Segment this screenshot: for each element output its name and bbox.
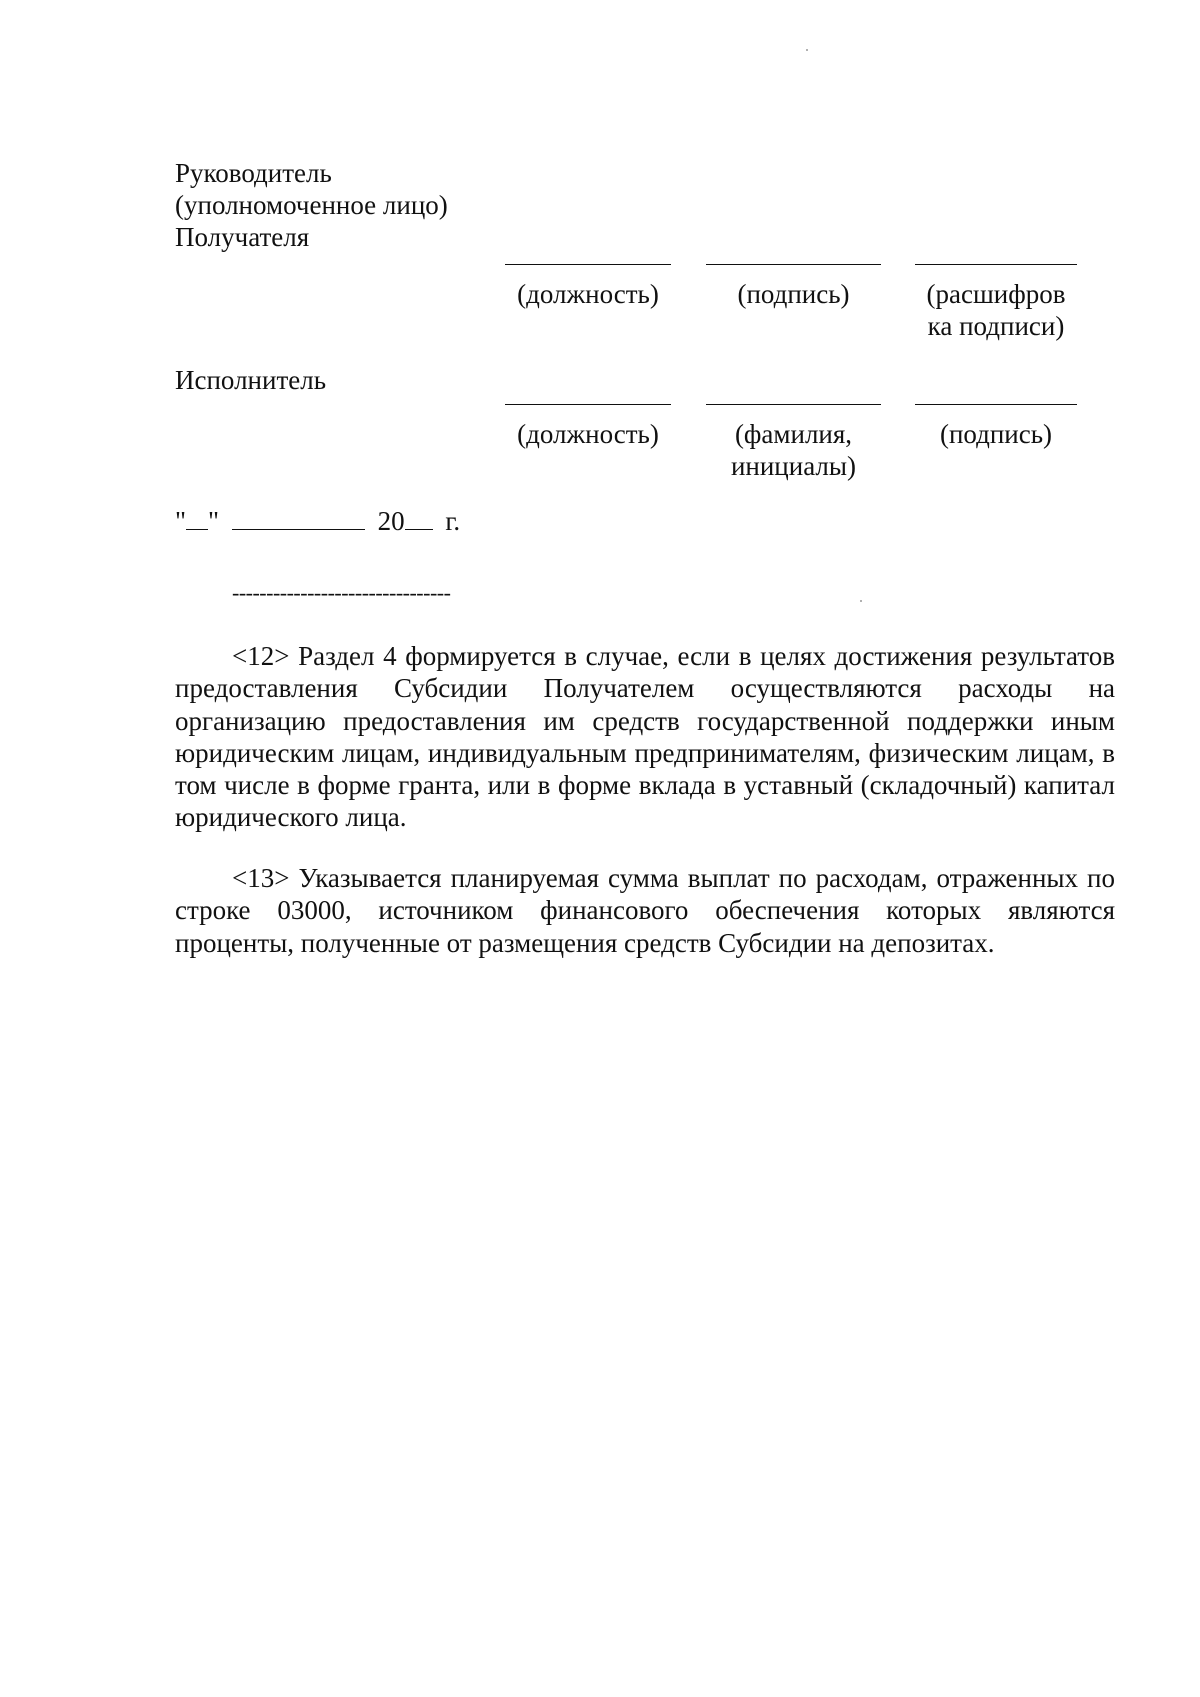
- executor-label: Исполнитель: [175, 365, 327, 395]
- month-blank: [232, 507, 365, 530]
- executor-position-caption: (должность): [517, 419, 659, 449]
- head-label-line-1: Руководитель: [175, 158, 332, 188]
- head-transcript-line: [915, 264, 1077, 265]
- executor-name-line: [706, 404, 881, 405]
- head-label-line-2: (уполномоченное лицо): [175, 190, 448, 220]
- executor-signature-caption: (подпись): [939, 419, 1053, 449]
- head-position-caption: (должность): [517, 279, 659, 309]
- executor-position-line: [505, 404, 671, 405]
- head-signatory-label: [175, 157, 448, 253]
- head-signature-line: [706, 264, 881, 265]
- head-label-line-3: Получателя: [175, 222, 310, 252]
- executor-name-caption: (фамилия, инициалы): [730, 419, 857, 481]
- year-blank: [405, 507, 433, 530]
- day-blank: [186, 507, 208, 530]
- date-close-quote: ": [208, 506, 220, 536]
- year-suffix: г.: [445, 506, 461, 536]
- footnote-13: <13> Указывается планируемая сумма выплат по расходам, отраженных по строке 03000, источником финансового обеспечения которых являются проценты, полученные от размещения средств Субсидии на депозитах.: [175, 863, 1115, 958]
- head-transcript-caption: (расшифров ка подписи): [926, 279, 1066, 341]
- executor-signature-line: [915, 404, 1077, 405]
- footnote-separator: --------------------------------: [232, 580, 451, 605]
- head-signature-caption: (подпись): [737, 279, 850, 309]
- scan-speck: [806, 49, 808, 51]
- scan-speck: [860, 600, 862, 602]
- head-position-line: [505, 264, 671, 265]
- year-prefix: 20: [377, 506, 405, 536]
- date-field: [175, 505, 460, 537]
- date-open-quote: ": [175, 506, 187, 536]
- footnote-12: <12> Раздел 4 формируется в случае, если в целях достижения результатов предоставления Субсидии Получателем осуществляются расходы на организацию предоставления им средств государственной поддержки иным юридическим лицам, индивидуальным предпринимателям, физическим лицам, в том числе в форме гранта, или в форме вклада в уставный (складочный) капитал юридического лица.: [175, 641, 1115, 833]
